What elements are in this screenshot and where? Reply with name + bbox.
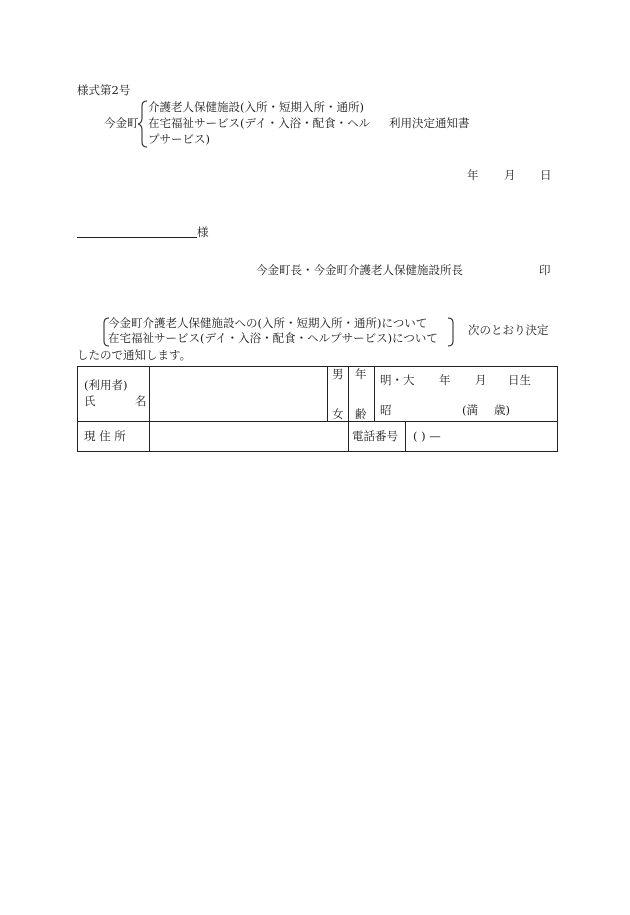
phone-cell <box>349 422 558 452</box>
address-input-cell[interactable] <box>150 422 349 452</box>
date-year-label: 年 <box>467 168 479 182</box>
birth-day-label: 日生 <box>508 373 531 387</box>
date-day-label: 日 <box>540 168 552 182</box>
form-number: 様式第2号 <box>77 83 131 97</box>
era-showa: 昭 <box>380 403 392 417</box>
phone-label: 電話番号 <box>352 429 398 443</box>
user-info-table <box>77 366 558 452</box>
body-option-facility: 今金町介護老人保健施設への(入所・短期入所・通所)について <box>108 316 428 330</box>
heading-option-homecare-cont: プサービス) <box>148 132 210 146</box>
address-label: 現 住 所 <box>84 429 126 443</box>
name-label-cell <box>78 367 150 422</box>
age-full-label: (満 <box>462 403 478 417</box>
age-label-first: 年 <box>355 367 367 381</box>
recipient-suffix: 様 <box>197 225 209 239</box>
name-label-second: 名 <box>135 394 147 408</box>
body-right-bracket-icon <box>447 317 455 347</box>
body-option-homecare: 在宅福祉サービス(デイ・入浴・配食・ヘルプサービス)について <box>108 331 438 345</box>
age-unit-label: 歳) <box>494 403 510 417</box>
recipient-name-line[interactable] <box>77 237 197 238</box>
body-second-line: したので通知します。 <box>77 348 192 362</box>
age-label-second: 齢 <box>355 407 367 421</box>
name-label-first: 氏 <box>84 394 96 408</box>
name-input-cell[interactable] <box>150 367 328 422</box>
date-month-label: 月 <box>504 168 516 182</box>
issuer: 今金町長・今金町介護老人保健施設所長 <box>256 263 463 277</box>
body-trailing-text: 次のとおり決定 <box>468 323 549 337</box>
user-label: (利用者) <box>84 378 128 392</box>
age-label-cell <box>349 367 375 422</box>
phone-divider <box>405 422 406 451</box>
heading-option-facility: 介護老人保健施設(入所・短期入所・通所) <box>148 100 364 114</box>
birth-month-label: 月 <box>475 373 487 387</box>
sex-female[interactable]: 女 <box>332 407 344 421</box>
phone-input[interactable]: ( ) — <box>413 429 441 443</box>
seal-mark: 印 <box>539 263 551 277</box>
heading-brace-icon <box>138 100 148 148</box>
heading-option-homecare: 在宅福祉サービス(デイ・入浴・配食・ヘル <box>148 116 371 130</box>
birthdate-cell[interactable] <box>375 367 558 422</box>
era-meiji-taisho: 明・大 <box>380 373 415 387</box>
address-label-cell <box>78 422 150 452</box>
sex-cell[interactable] <box>328 367 349 422</box>
birth-year-label: 年 <box>439 373 451 387</box>
document-title: 利用決定通知書 <box>389 116 470 130</box>
sex-male[interactable]: 男 <box>332 367 344 381</box>
heading-town: 今金町 <box>104 116 139 130</box>
